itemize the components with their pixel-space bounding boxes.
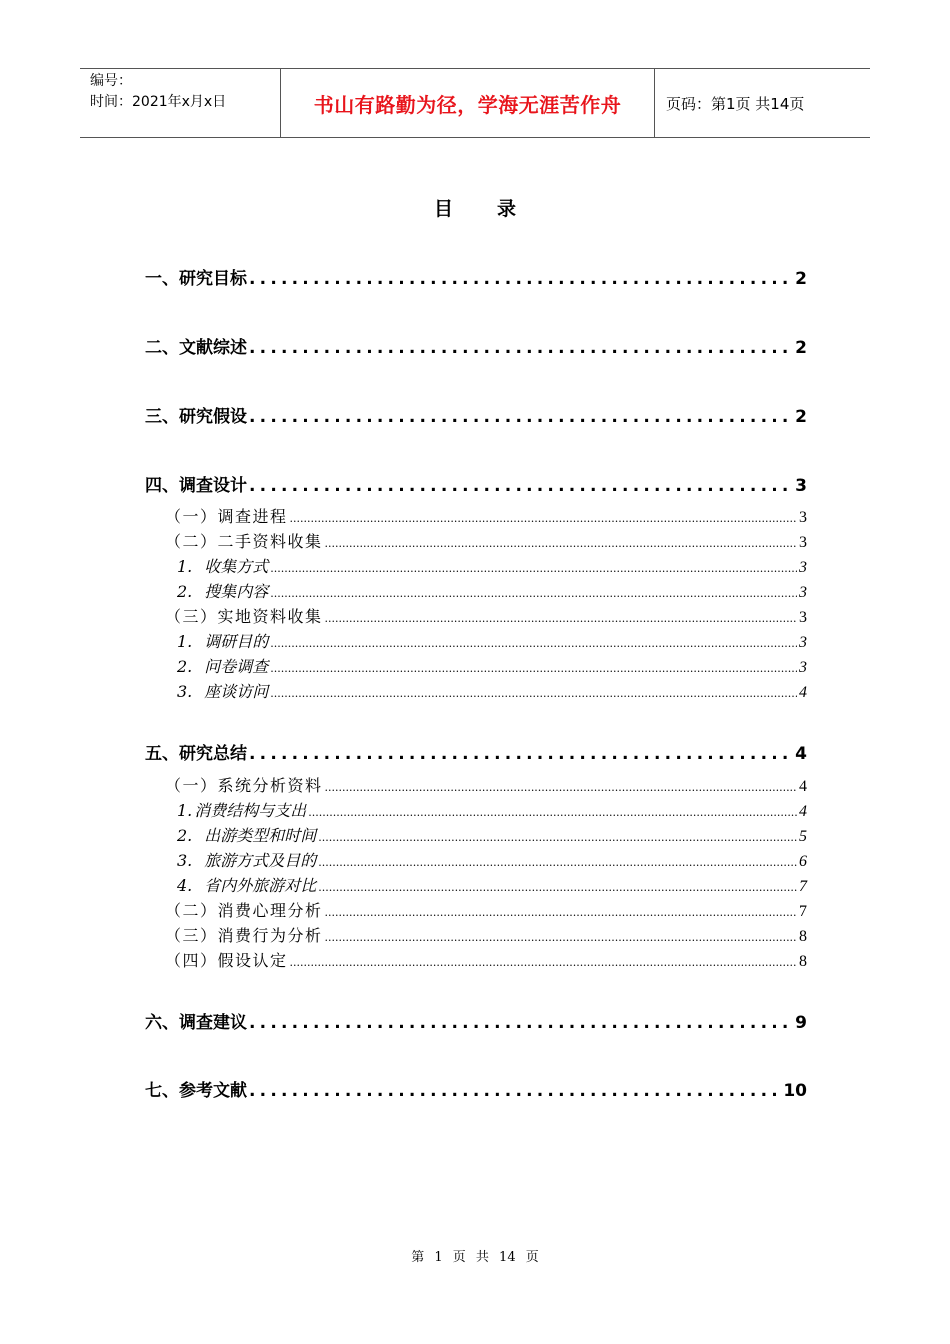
toc-entry-number: 2. xyxy=(177,582,193,601)
toc-entry-label: （三）消费行为分析 xyxy=(165,926,323,945)
toc-entry-section[interactable] xyxy=(145,1076,807,1101)
toc-entry-page: 4 xyxy=(795,744,807,764)
toc-entry-label: 二、文献综述 xyxy=(145,338,247,358)
toc-entry-page: 6 xyxy=(799,853,807,870)
toc-entry-page: 10 xyxy=(783,1081,807,1101)
toc-leader-dots xyxy=(325,781,797,794)
toc-entry-item[interactable] xyxy=(177,679,807,702)
toc-entry-section[interactable] xyxy=(145,1008,807,1033)
toc-entry-label: （四）假设认定 xyxy=(165,951,288,970)
toc-entry-page: 8 xyxy=(799,928,807,945)
toc-entry-label: 消费结构与支出 xyxy=(194,801,307,820)
toc-entry-label: 座谈访问 xyxy=(204,682,269,701)
toc-leader-dots xyxy=(318,881,797,894)
toc-entry-number: 1. xyxy=(177,801,193,820)
toc-entry-label: 一、研究目标 xyxy=(145,269,247,289)
toc-leader-dots xyxy=(249,476,793,496)
toc-leader-dots xyxy=(249,269,793,289)
toc-entry-item[interactable] xyxy=(177,579,807,602)
toc-entry-section[interactable] xyxy=(145,333,807,358)
toc-entry-page: 7 xyxy=(799,878,807,895)
toc-entry-subsection[interactable] xyxy=(165,923,807,946)
toc-entry-label: 出游类型和时间 xyxy=(204,826,317,845)
toc-entry-label: 三、研究假设 xyxy=(145,407,247,427)
toc-entry-page: 3 xyxy=(799,634,807,651)
toc-entry-item[interactable] xyxy=(177,554,807,577)
toc-entry-item[interactable] xyxy=(177,823,807,846)
toc-entry-subsection[interactable] xyxy=(165,504,807,527)
time-label: 时间：2021年x月x日 xyxy=(90,94,227,110)
toc-entry-page: 2 xyxy=(795,269,807,289)
toc-entry-subsection[interactable] xyxy=(165,898,807,921)
toc-leader-dots xyxy=(325,612,797,625)
toc-entry-page: 3 xyxy=(799,559,807,576)
toc-entry-label: （三）实地资料收集 xyxy=(165,607,323,626)
toc-leader-dots xyxy=(270,562,797,575)
toc-entry-page: 3 xyxy=(799,659,807,676)
toc-entry-page: 3 xyxy=(799,584,807,601)
toc-entry-item[interactable] xyxy=(177,798,807,821)
toc-entry-item[interactable] xyxy=(177,873,807,896)
toc-title-left: 目 xyxy=(433,198,453,220)
toc-entry-subsection[interactable] xyxy=(165,773,807,796)
toc-leader-dots xyxy=(249,1081,781,1101)
toc-leader-dots xyxy=(270,587,797,600)
toc-leader-dots xyxy=(249,338,793,358)
toc-entry-number: 1. xyxy=(177,632,193,651)
toc-entry-page: 8 xyxy=(799,953,807,970)
toc-entry-page: 5 xyxy=(799,828,807,845)
toc-entry-page: 9 xyxy=(795,1013,807,1033)
toc-entry-subsection[interactable] xyxy=(165,604,807,627)
toc-entry-label: 七、参考文献 xyxy=(145,1081,247,1101)
toc-leader-dots xyxy=(325,537,797,550)
toc-entry-item[interactable] xyxy=(177,629,807,652)
toc-entry-page: 2 xyxy=(795,407,807,427)
toc-title-right: 录 xyxy=(497,198,517,220)
toc-entry-number: 2. xyxy=(177,826,193,845)
toc-entry-page: 3 xyxy=(799,534,807,551)
toc-leader-dots xyxy=(308,806,797,819)
toc-entry-page: 2 xyxy=(795,338,807,358)
toc-entry-number: 2. xyxy=(177,657,193,676)
toc-entry-section[interactable] xyxy=(145,471,807,496)
toc-leader-dots xyxy=(325,931,797,944)
toc-entry-label: 调研目的 xyxy=(204,632,269,651)
toc-leader-dots xyxy=(249,407,793,427)
page-footer: 第 1 页 共 14 页 xyxy=(411,1250,539,1265)
toc-leader-dots xyxy=(318,831,797,844)
toc-entry-label: 省内外旅游对比 xyxy=(204,876,317,895)
toc-entry-number: 3. xyxy=(177,682,193,701)
toc-leader-dots xyxy=(290,512,797,525)
toc-entry-label: 旅游方式及目的 xyxy=(204,851,317,870)
toc-entry-page: 4 xyxy=(799,684,807,701)
toc-entry-section[interactable] xyxy=(145,264,807,289)
toc-leader-dots xyxy=(249,1013,793,1033)
toc-entry-number: 4. xyxy=(177,876,193,895)
toc-entry-page: 3 xyxy=(799,609,807,626)
toc-entry-label: （一）调查进程 xyxy=(165,507,288,526)
toc-entry-subsection[interactable] xyxy=(165,948,807,971)
toc-entry-item[interactable] xyxy=(177,848,807,871)
toc-leader-dots xyxy=(318,856,797,869)
toc-leader-dots xyxy=(270,662,797,675)
toc-entry-label: （二）消费心理分析 xyxy=(165,901,323,920)
toc-entry-label: （二）二手资料收集 xyxy=(165,532,323,551)
toc-leader-dots xyxy=(270,637,797,650)
toc-entry-section[interactable] xyxy=(145,739,807,764)
toc-entry-page: 4 xyxy=(799,803,807,820)
toc-entry-subsection[interactable] xyxy=(165,529,807,552)
number-label: 编号： xyxy=(90,73,132,89)
toc-entry-label: 问卷调查 xyxy=(204,657,269,676)
toc-entry-page: 7 xyxy=(799,903,807,920)
toc-leader-dots xyxy=(290,956,797,969)
header-page-info: 页码：第1页 共14页 xyxy=(666,94,805,113)
toc-entry-page: 4 xyxy=(799,778,807,795)
toc-entry-page: 3 xyxy=(799,509,807,526)
toc-entry-label: 搜集内容 xyxy=(204,582,269,601)
toc-entry-number: 3. xyxy=(177,851,193,870)
toc-entry-section[interactable] xyxy=(145,402,807,427)
toc-leader-dots xyxy=(249,744,793,764)
toc-entry-label: 收集方式 xyxy=(204,557,269,576)
toc-entry-label: （一）系统分析资料 xyxy=(165,776,323,795)
toc-entry-number: 1. xyxy=(177,557,193,576)
toc-entry-label: 四、调查设计 xyxy=(145,476,247,496)
toc-entry-item[interactable] xyxy=(177,654,807,677)
toc-entry-label: 五、研究总结 xyxy=(145,744,247,764)
header-motto: 书山有路勤为径，学海无涯苦作舟 xyxy=(281,69,655,137)
toc-entry-label: 六、调查建议 xyxy=(145,1013,247,1033)
toc-leader-dots xyxy=(325,906,797,919)
toc-leader-dots xyxy=(270,687,797,700)
toc-entry-page: 3 xyxy=(795,476,807,496)
